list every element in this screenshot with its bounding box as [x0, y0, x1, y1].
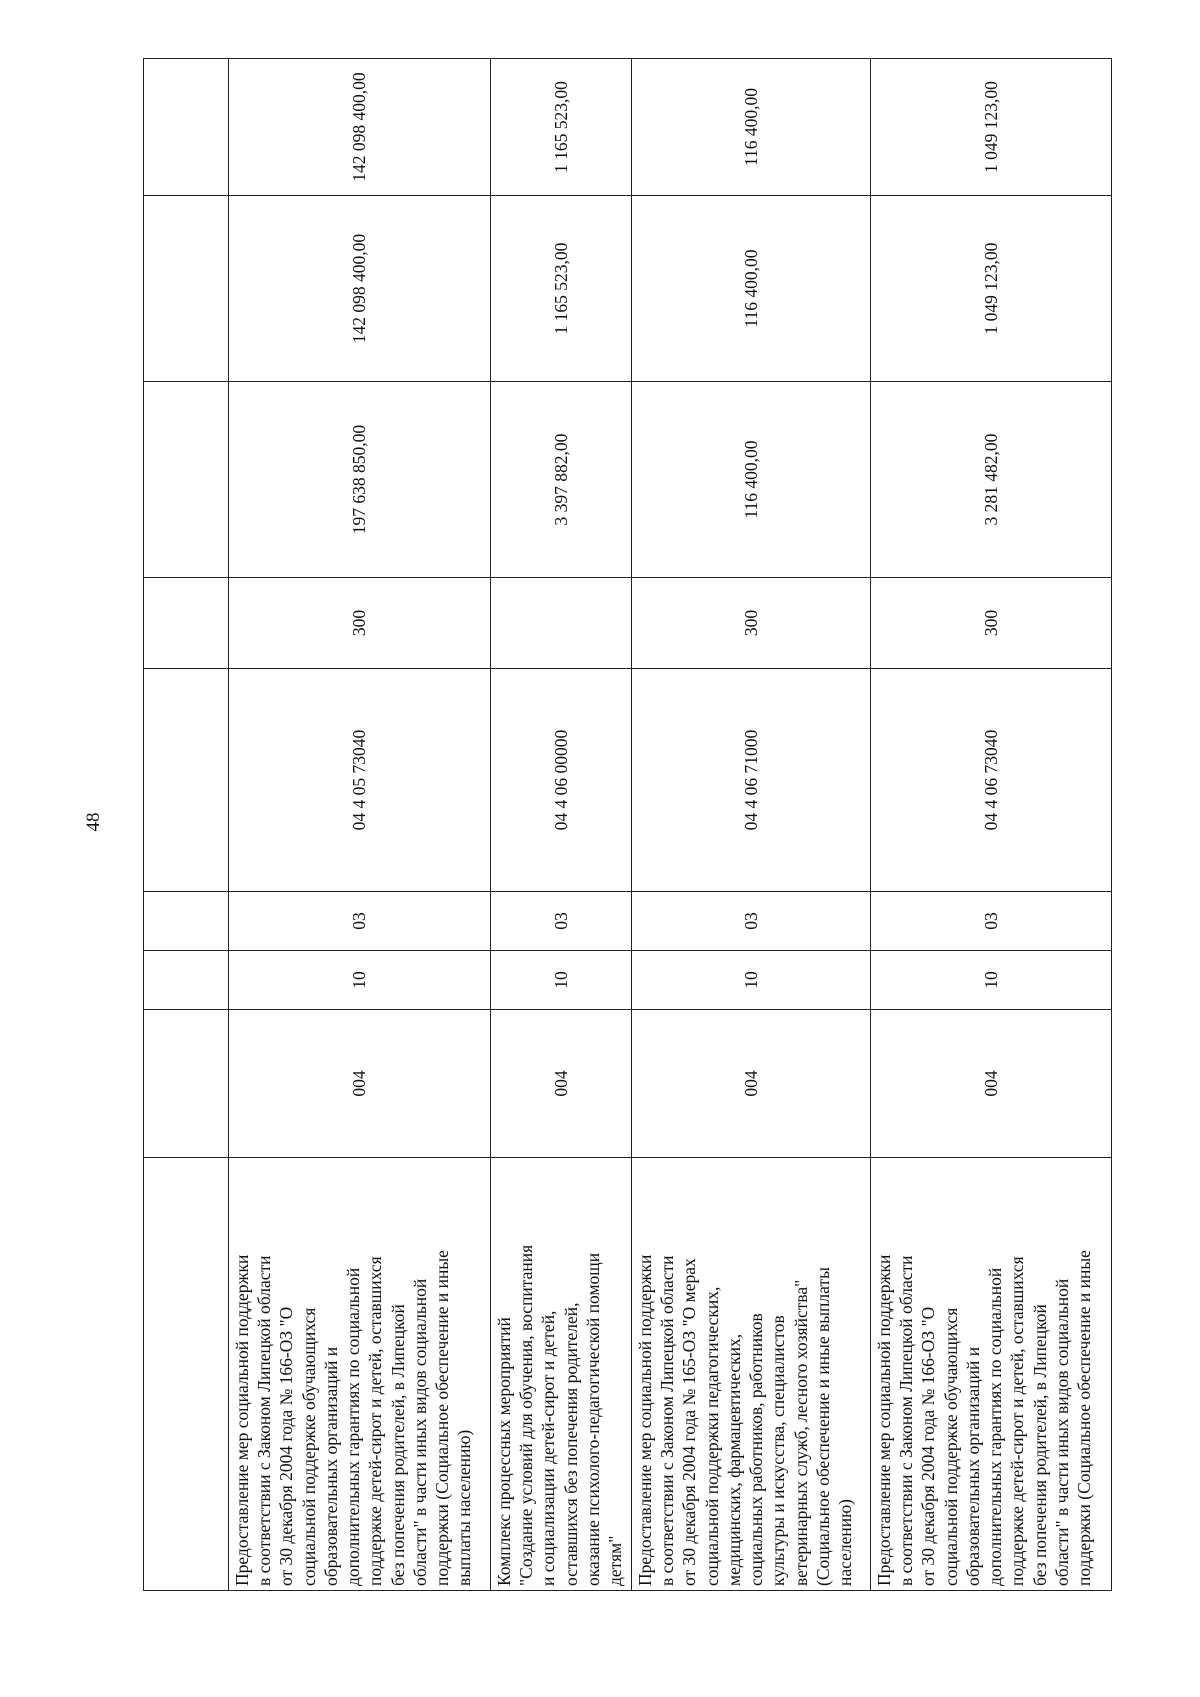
vr-cell: [491, 578, 632, 669]
pr-cell: 03: [491, 892, 632, 951]
pr-cell: 03: [229, 892, 491, 951]
table-row: [229, 59, 491, 1591]
spacer-cell: [144, 196, 229, 382]
spacer-cell: [144, 59, 229, 196]
row-name-cell: Предоставление мер социальной поддержки в соответствии с Законом Липецкой области от 30 декабря 2004 года № 166-ОЗ "О социальной поддержке обучающихся образовательных организаций и дополнительных гарантиях по социальной поддержке детей-сирот и детей, оставшихся без попечения родителей, в Липецкой области" в части иных видов социальной поддержки (Социальное обеспечение и иные выплаты населению): [229, 1158, 491, 1591]
budget-table-rotated: [143, 59, 1110, 1591]
sum-year3-cell: 1 165 523,00: [491, 59, 632, 196]
sum-year2-cell: 142 098 400,00: [229, 196, 491, 382]
sum-year2-cell: 1 165 523,00: [491, 196, 632, 382]
ved-cell: 004: [871, 1010, 1112, 1158]
spacer-cell: [144, 669, 229, 892]
sum-year2-cell: 1 049 123,00: [871, 196, 1112, 382]
vr-cell: 300: [229, 578, 491, 669]
sum-year3-cell: 1 049 123,00: [871, 59, 1112, 196]
csr-cell: 04 4 06 00000: [491, 669, 632, 892]
rz-cell: 10: [491, 951, 632, 1010]
row-name-cell: Предоставление мер социальной поддержки в соответствии с Законом Липецкой области от 30 декабря 2004 года № 166-ОЗ "О социальной поддержке обучающихся образовательных организаций и дополнительных гарантиях по социальной поддержке детей-сирот и детей, оставшихся без попечения родителей, в Липецкой области" в части иных видов социальной поддержки (Социальное обеспечение и иные: [871, 1158, 1112, 1591]
sum-year1-cell: 3 397 882,00: [491, 382, 632, 578]
csr-cell: 04 4 06 71000: [632, 669, 871, 892]
sum-year3-cell: 142 098 400,00: [229, 59, 491, 196]
ved-cell: 004: [632, 1010, 871, 1158]
sum-year1-cell: 197 638 850,00: [229, 382, 491, 578]
spacer-cell: [144, 1158, 229, 1591]
table-top-spacer-row: [144, 59, 229, 1591]
vr-cell: 300: [632, 578, 871, 669]
ved-cell: 004: [491, 1010, 632, 1158]
table-row: [871, 59, 1112, 1591]
row-name-cell: Комплекс процессных мероприятий "Создание условий для обучения, воспитания и социализации детей-сирот и детей, оставшихся без попечения родителей, оказание психолого-педагогической помощи детям": [491, 1158, 632, 1591]
csr-cell: 04 4 05 73040: [229, 669, 491, 892]
spacer-cell: [144, 382, 229, 578]
csr-cell: 04 4 06 73040: [871, 669, 1112, 892]
vr-cell: 300: [871, 578, 1112, 669]
spacer-cell: [144, 578, 229, 669]
sum-year2-cell: 116 400,00: [632, 196, 871, 382]
rz-cell: 10: [229, 951, 491, 1010]
sum-year1-cell: 116 400,00: [632, 382, 871, 578]
rz-cell: 10: [632, 951, 871, 1010]
sum-year1-cell: 3 281 482,00: [871, 382, 1112, 578]
spacer-cell: [144, 951, 229, 1010]
page-number: 48: [83, 812, 104, 832]
ved-cell: 004: [229, 1010, 491, 1158]
table-row: [632, 59, 871, 1591]
budget-table: [143, 58, 1112, 1591]
sum-year3-cell: 116 400,00: [632, 59, 871, 196]
spacer-cell: [144, 1010, 229, 1158]
spacer-cell: [144, 892, 229, 951]
pr-cell: 03: [632, 892, 871, 951]
table-row: [491, 59, 632, 1591]
pr-cell: 03: [871, 892, 1112, 951]
row-name-cell: Предоставление мер социальной поддержки в соответствии с Законом Липецкой области от 30 декабря 2004 года № 165-ОЗ "О мерах социальной поддержки педагогических, медицинских, фармацевтических, социальных работников, работников культуры и искусства, специалистов ветеринарных служб, лесного хозяйства" (Социальное обеспечение и иные выплаты населению): [632, 1158, 871, 1591]
rz-cell: 10: [871, 951, 1112, 1010]
